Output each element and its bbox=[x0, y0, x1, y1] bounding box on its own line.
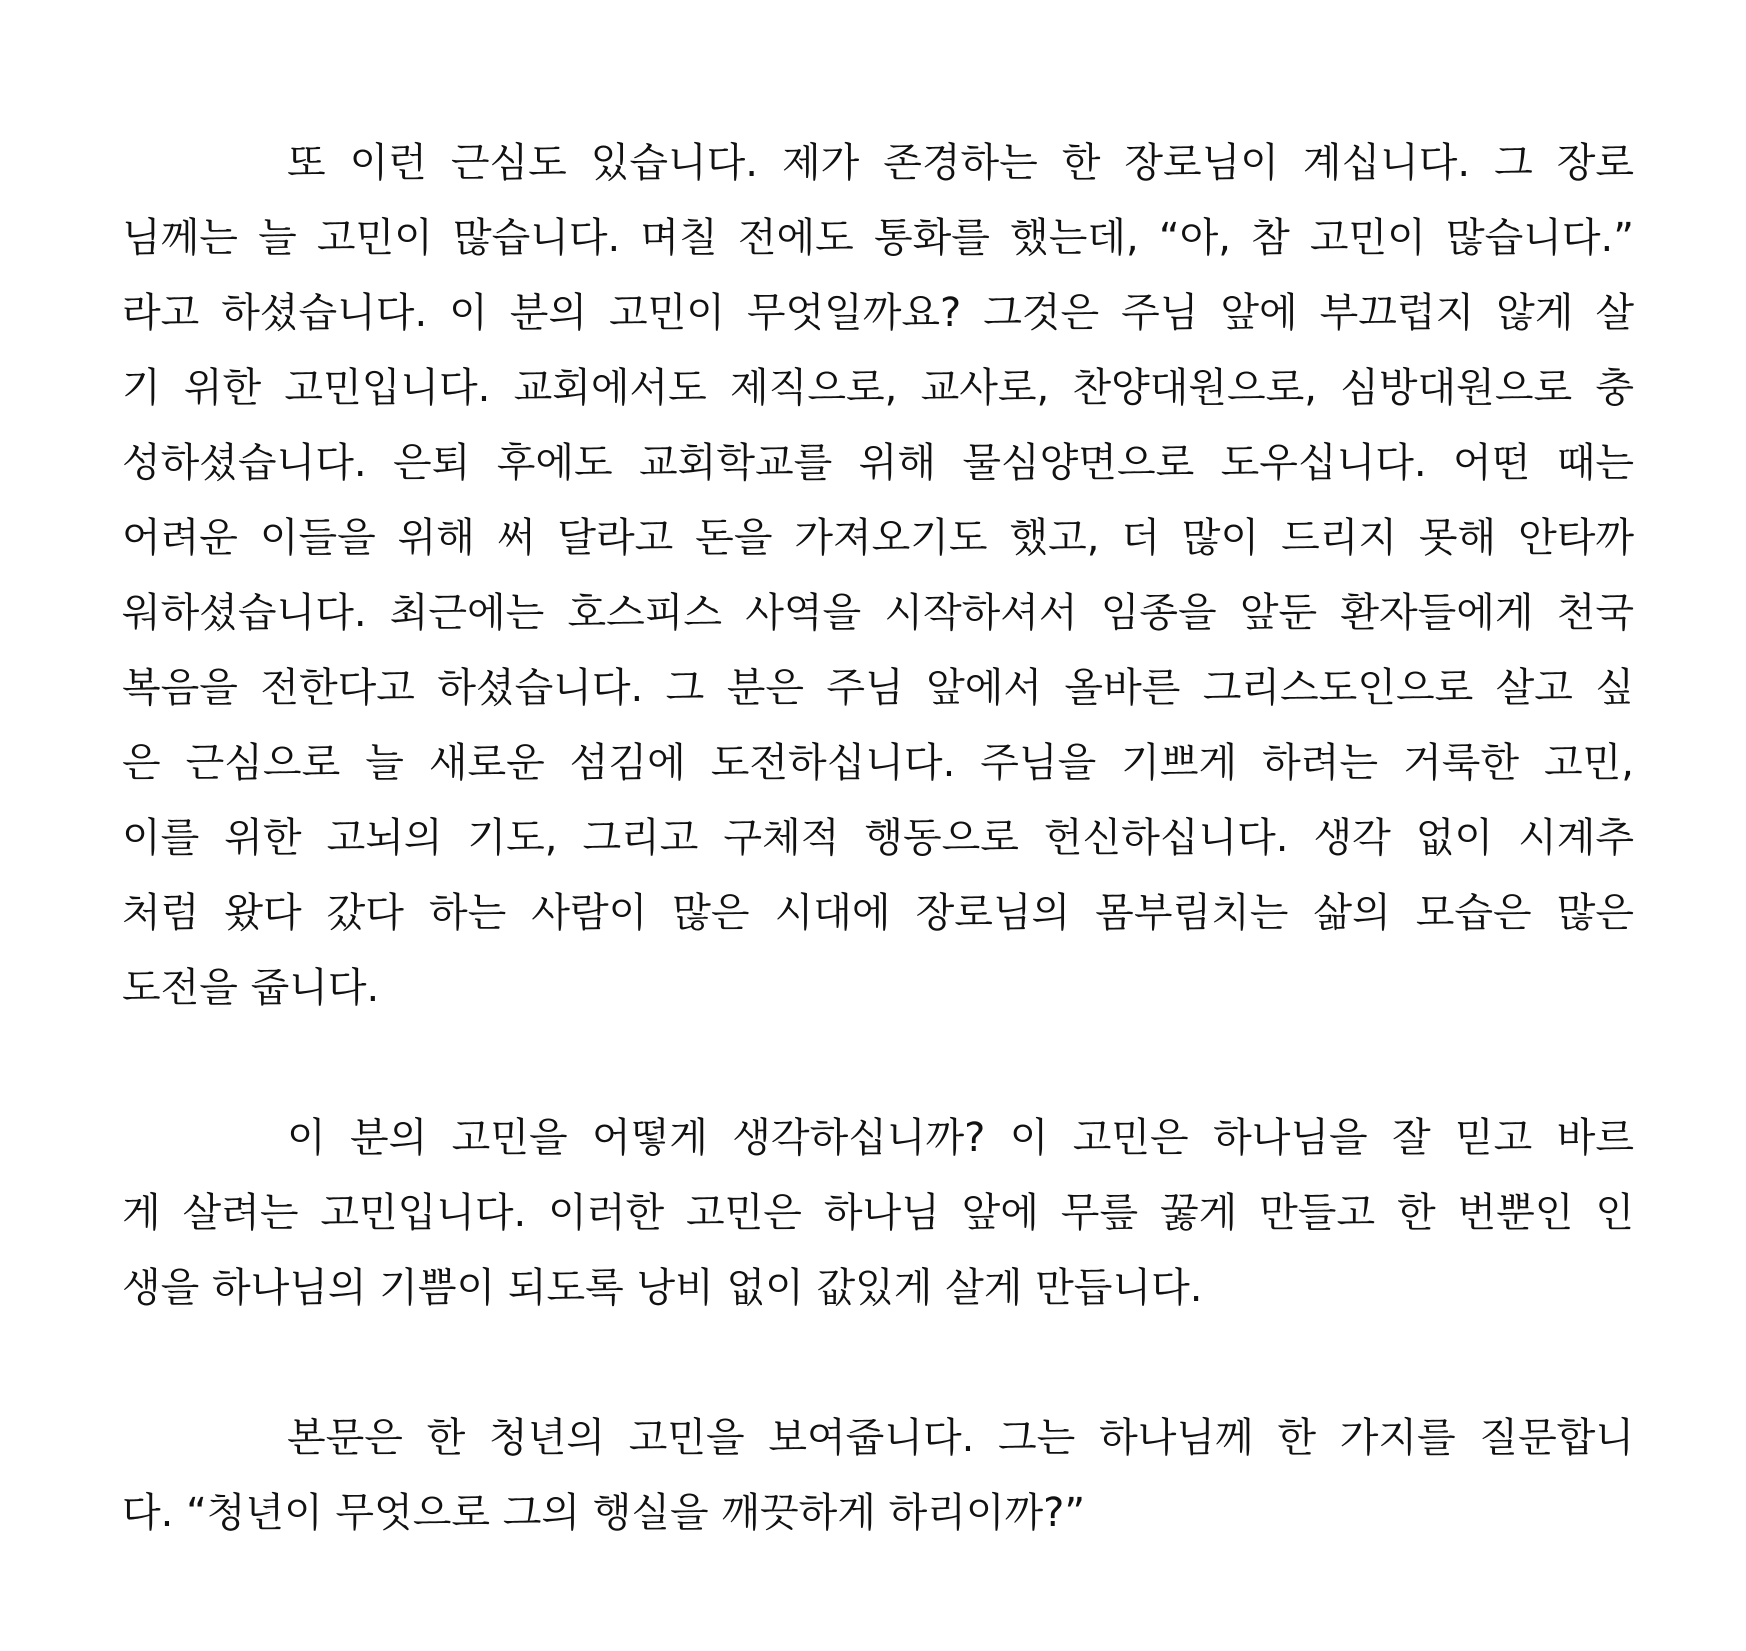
text-line: 이를 위한 고뇌의 기도, 그리고 구체적 행동으로 헌신하십니다. 생각 없이 시계추 bbox=[122, 815, 1634, 861]
text-line: 생을 하나님의 기쁨이 되도록 낭비 없이 값있게 살게 만듭니다. bbox=[122, 1265, 1203, 1311]
paragraph-3 bbox=[122, 1401, 1634, 1551]
text-line: 또 이런 근심도 있습니다. 제가 존경하는 한 장로님이 계십니다. 그 장로 bbox=[287, 140, 1634, 186]
paragraph-gap bbox=[122, 1326, 1634, 1401]
text-line: 다. “청년이 무엇으로 그의 행실을 깨끗하게 하리이까?” bbox=[122, 1490, 1086, 1536]
paragraph-gap bbox=[122, 1026, 1634, 1101]
text-line: 처럼 왔다 갔다 하는 사람이 많은 시대에 장로님의 몸부림치는 삶의 모습은 많은 bbox=[122, 890, 1634, 936]
text-line: 기 위한 고민입니다. 교회에서도 제직으로, 교사로, 찬양대원으로, 심방대원으로 충 bbox=[122, 365, 1634, 411]
text-line: 어려운 이들을 위해 써 달라고 돈을 가져오기도 했고, 더 많이 드리지 못해 안타까 bbox=[122, 515, 1634, 561]
text-line: 본문은 한 청년의 고민을 보여줍니다. 그는 하나님께 한 가지를 질문합니 bbox=[287, 1415, 1634, 1461]
text-line: 성하셨습니다. 은퇴 후에도 교회학교를 위해 물심양면으로 도우십니다. 어떤 때는 bbox=[122, 440, 1634, 486]
text-line: 은 근심으로 늘 새로운 섬김에 도전하십니다. 주님을 기쁘게 하려는 거룩한 고민, bbox=[122, 740, 1634, 786]
paragraph-2 bbox=[122, 1101, 1634, 1326]
text-line: 님께는 늘 고민이 많습니다. 며칠 전에도 통화를 했는데, “아, 참 고민이 많습니다.” bbox=[122, 215, 1634, 261]
text-line: 도전을 줍니다. bbox=[122, 965, 380, 1011]
text-line: 워하셨습니다. 최근에는 호스피스 사역을 시작하셔서 임종을 앞둔 환자들에게 천국 bbox=[122, 590, 1634, 636]
text-line: 게 살려는 고민입니다. 이러한 고민은 하나님 앞에 무릎 꿇게 만들고 한 번뿐인 인 bbox=[122, 1190, 1634, 1236]
document-body bbox=[122, 126, 1634, 1551]
text-line: 복음을 전한다고 하셨습니다. 그 분은 주님 앞에서 올바른 그리스도인으로 살고 싶 bbox=[122, 665, 1634, 711]
text-line: 이 분의 고민을 어떻게 생각하십니까? 이 고민은 하나님을 잘 믿고 바르 bbox=[287, 1115, 1634, 1161]
text-line: 라고 하셨습니다. 이 분의 고민이 무엇일까요? 그것은 주님 앞에 부끄럽지 않게 살 bbox=[122, 290, 1634, 336]
paragraph-1 bbox=[122, 126, 1634, 1026]
